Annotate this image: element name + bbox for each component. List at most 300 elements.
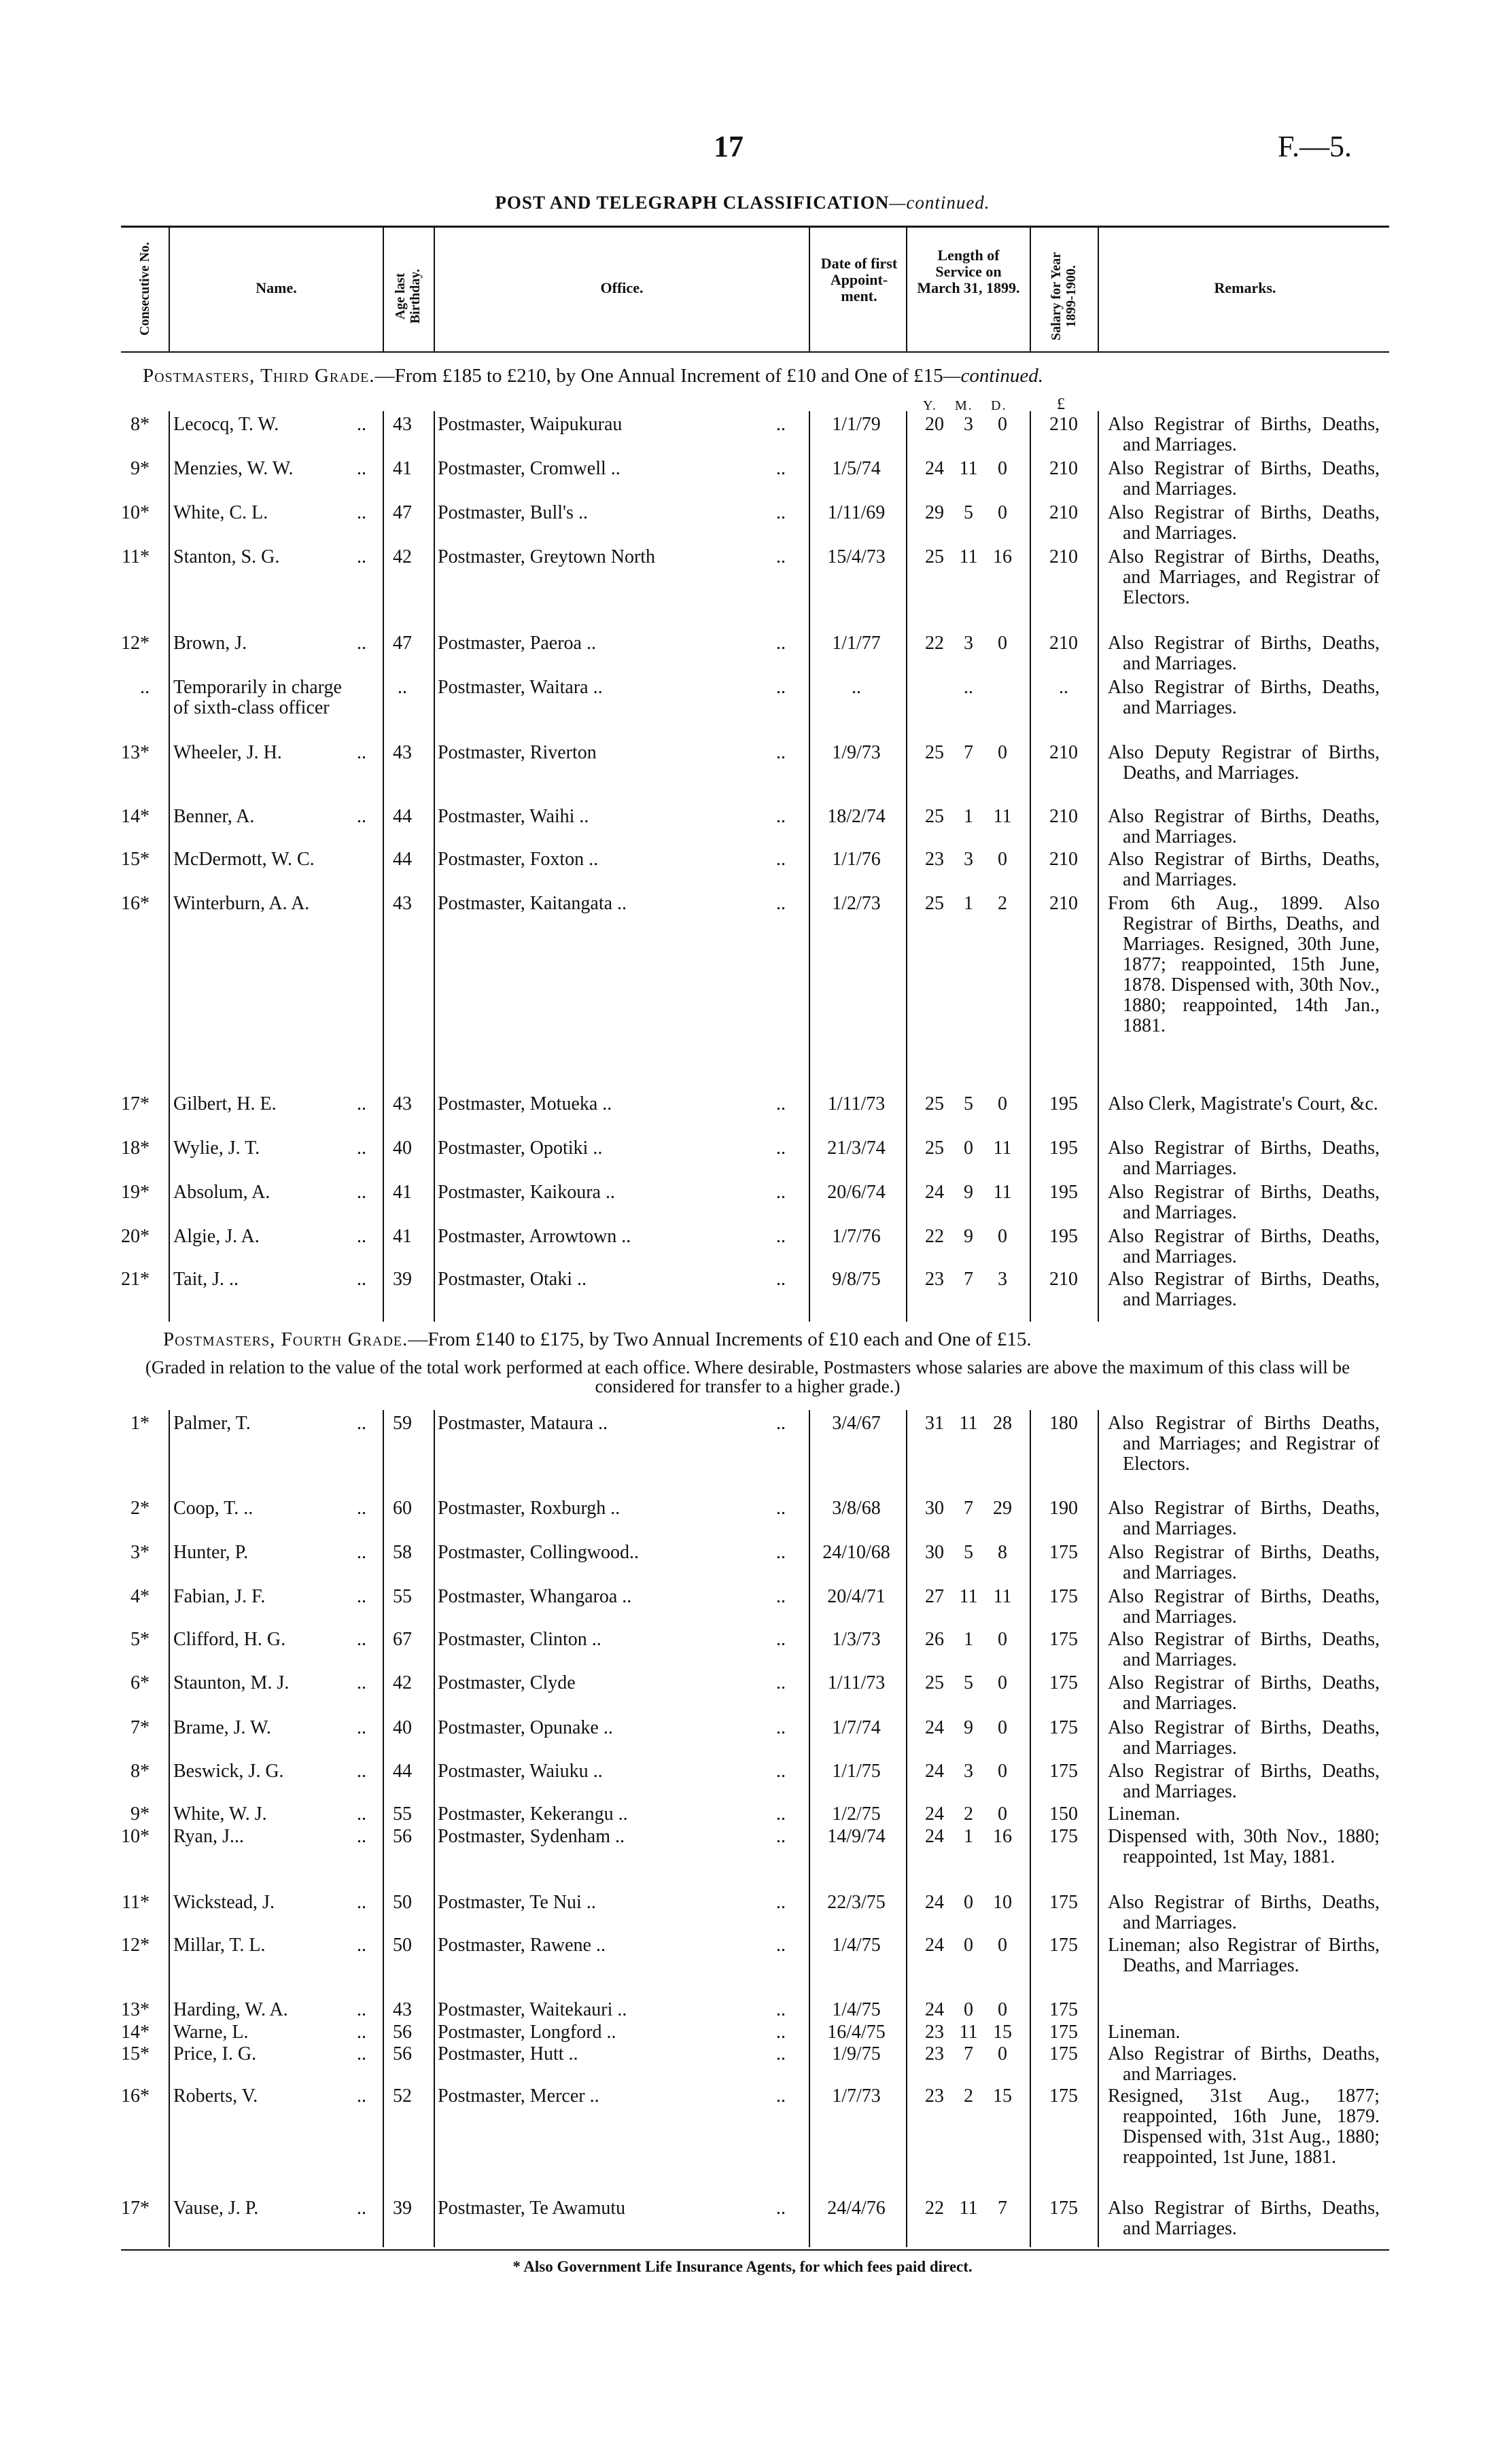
body-col-divider: [809, 411, 810, 1322]
cell-od: ..: [776, 1586, 786, 1607]
cell-d: 0: [998, 849, 1007, 870]
cell-m: 1: [964, 893, 973, 914]
cell-sal: 210: [1049, 849, 1078, 870]
cell-nd: ..: [357, 502, 366, 523]
cell-name: Vause, J. P.: [173, 2198, 259, 2219]
cell-no: 20*: [121, 1226, 150, 1247]
cell-sal: 210: [1049, 893, 1078, 914]
cell-d: 7: [998, 2198, 1007, 2219]
cell-office: Postmaster, Collingwood..: [438, 1542, 639, 1563]
cell-name: Palmer, T.: [173, 1413, 251, 1434]
cell-name: Winterburn, A. A.: [173, 893, 310, 914]
cell-m: 0: [964, 1999, 973, 2020]
cell-od: ..: [776, 1892, 786, 1913]
cell-name: Ryan, J...: [173, 1826, 244, 1847]
footnote: * Also Government Life Insurance Agents, for which fees paid direct.: [512, 2258, 973, 2275]
cell-date: 22/3/75: [827, 1892, 886, 1913]
cell-y: 24: [925, 1892, 944, 1913]
cell-name: Beswick, J. G.: [173, 1761, 284, 1782]
cell-rem: Lineman; also Registrar of Births, Deaths, and Marriages.: [1108, 1935, 1380, 1976]
cell-office: Postmaster, Clinton ..: [438, 1629, 601, 1650]
cell-age: 43: [393, 414, 412, 435]
cell-od: ..: [776, 2022, 786, 2043]
cell-m: 2: [964, 1803, 973, 1825]
cell-y: 24: [925, 1717, 944, 1738]
cell-date: 1/7/76: [832, 1226, 881, 1247]
cell-office: Postmaster, Mataura ..: [438, 1413, 608, 1434]
cell-nd: ..: [357, 1761, 366, 1782]
header-service: Length of Service on March 31, 1899.: [917, 247, 1020, 296]
cell-age: 56: [393, 2022, 412, 2043]
cell-no: 12*: [121, 633, 150, 654]
cell-od: ..: [776, 546, 786, 567]
cell-sal: 175: [1049, 2043, 1078, 2064]
cell-name: White, W. J.: [173, 1803, 267, 1825]
body-col-divider: [383, 411, 384, 1322]
cell-d: 11: [993, 1586, 1012, 1607]
cell-age: 59: [393, 1413, 412, 1434]
cell-age: 50: [393, 1935, 412, 1956]
cell-office: Postmaster, Waitara ..: [438, 677, 603, 698]
cell-name: McDermott, W. C.: [173, 849, 315, 870]
cell-age: 47: [393, 633, 412, 654]
cell-m: 5: [964, 502, 973, 523]
col-divider: [906, 228, 907, 351]
cell-date: 1/11/69: [827, 502, 886, 523]
cell-name: Gilbert, H. E.: [173, 1093, 277, 1114]
cell-office: Postmaster, Roxburgh ..: [438, 1498, 621, 1519]
cell-no: 10*: [121, 1826, 150, 1847]
cell-y: 20: [925, 414, 944, 435]
unit-months: M.: [955, 398, 973, 413]
header-salary: Salary for Year 1899-1900.: [1049, 252, 1079, 340]
cell-od: ..: [776, 2085, 786, 2107]
cell-nd: ..: [357, 1892, 366, 1913]
cell-d: 0: [998, 1093, 1007, 1114]
cell-age: 47: [393, 502, 412, 523]
cell-name: Brown, J.: [173, 633, 247, 654]
cell-rem: Also Clerk, Magistrate's Court, &c.: [1108, 1093, 1378, 1114]
cell-d: 0: [998, 1803, 1007, 1825]
cell-date: 9/8/75: [832, 1269, 881, 1290]
cell-rem: Also Registrar of Births, Deaths, and Marriages.: [1108, 849, 1380, 890]
cell-no: ..: [140, 677, 150, 698]
cell-name: Algie, J. A.: [173, 1226, 260, 1247]
cell-office: Postmaster, Kaitangata ..: [438, 893, 627, 914]
cell-rem: Also Registrar of Births, Deaths, and Marriages.: [1108, 1542, 1380, 1583]
cell-od: ..: [776, 1935, 786, 1956]
cell-m: 2: [964, 2085, 973, 2107]
cell-sal: 210: [1049, 742, 1078, 763]
cell-sal: 175: [1049, 1586, 1078, 1607]
cell-no: 11*: [122, 546, 150, 567]
cell-name: Wheeler, J. H.: [173, 742, 282, 763]
cell-d: 15: [993, 2085, 1012, 2107]
cell-sal: 195: [1049, 1138, 1078, 1159]
cell-office: Postmaster, Paeroa ..: [438, 633, 596, 654]
cell-office: Postmaster, Arrowtown ..: [438, 1226, 631, 1247]
cell-y: 24: [925, 1999, 944, 2020]
cell-date: 24/4/76: [827, 2198, 886, 2219]
cell-office: Postmaster, Kaikoura ..: [438, 1182, 615, 1203]
cell-name: Wickstead, J.: [173, 1892, 275, 1913]
cell-d: 0: [998, 1999, 1007, 2020]
cell-rem: Also Registrar of Births, Deaths, and Marriages.: [1108, 502, 1380, 544]
cell-age: 41: [393, 458, 412, 479]
cell-no: 14*: [121, 806, 150, 827]
header-name: Name.: [256, 279, 297, 296]
cell-sal: 175: [1049, 1892, 1078, 1913]
cell-date: 1/7/73: [832, 2085, 881, 2107]
cell-sal: 175: [1049, 1761, 1078, 1782]
cell-m: ..: [964, 677, 973, 698]
unit-pound: £: [1057, 395, 1066, 413]
cell-nd: ..: [357, 1672, 366, 1693]
cell-y: 23: [925, 1269, 944, 1290]
cell-office: Postmaster, Sydenham ..: [438, 1826, 625, 1847]
cell-d: 0: [998, 1672, 1007, 1693]
cell-office: Postmaster, Rawene ..: [438, 1935, 606, 1956]
cell-no: 10*: [121, 502, 150, 523]
cell-nd: ..: [357, 1413, 366, 1434]
cell-nd: ..: [357, 806, 366, 827]
cell-date: 1/9/73: [832, 742, 881, 763]
cell-age: 44: [393, 849, 412, 870]
cell-name: Fabian, J. F.: [173, 1586, 266, 1607]
cell-no: 9*: [130, 458, 150, 479]
cell-office: Postmaster, Whangaroa ..: [438, 1586, 632, 1607]
cell-no: 17*: [121, 1093, 150, 1114]
cell-m: 11: [959, 2022, 978, 2043]
cell-no: 1*: [130, 1413, 150, 1434]
cell-y: 27: [925, 1586, 944, 1607]
cell-y: 24: [925, 1935, 944, 1956]
cell-y: 22: [925, 2198, 944, 2219]
cell-no: 16*: [121, 2085, 150, 2107]
cell-no: 17*: [121, 2198, 150, 2219]
cell-rem: From 6th Aug., 1899. Also Registrar of Births, Deaths, and Marriages. Resigned, 30th June, 1877; reappointed, 15th June, 1878. Dispensed with, 30th Nov., 1880; reappointed, 14th Jan., 1881.: [1108, 893, 1380, 1036]
cell-no: 6*: [130, 1672, 150, 1693]
col-divider: [1030, 228, 1031, 351]
cell-m: 1: [964, 806, 973, 827]
cell-no: 19*: [121, 1182, 150, 1203]
cell-office: Postmaster, Opotiki ..: [438, 1138, 603, 1159]
cell-nd: ..: [357, 1586, 366, 1607]
cell-rem: Also Registrar of Births, Deaths, and Marriages.: [1108, 1586, 1380, 1627]
cell-m: 9: [964, 1226, 973, 1247]
cell-name: Warne, L.: [173, 2022, 249, 2043]
cell-od: ..: [776, 1498, 786, 1519]
cell-office: Postmaster, Foxton ..: [438, 849, 599, 870]
section-fourth-grade-heading: [163, 1328, 1373, 1351]
cell-od: ..: [776, 1999, 786, 2020]
cell-m: 5: [964, 1093, 973, 1114]
cell-date: 3/4/67: [832, 1413, 881, 1434]
cell-nd: ..: [357, 1717, 366, 1738]
title-continued: —continued.: [889, 192, 990, 213]
cell-sal: 175: [1049, 1717, 1078, 1738]
unit-days: D.: [991, 398, 1007, 413]
cell-od: ..: [776, 1803, 786, 1825]
cell-rem: Also Registrar of Births, Deaths, and Marriages.: [1108, 1717, 1380, 1759]
cell-date: 15/4/73: [827, 546, 886, 567]
cell-m: 11: [959, 2198, 978, 2219]
cell-y: 25: [925, 742, 944, 763]
col-divider: [1098, 228, 1099, 351]
cell-date: 20/6/74: [827, 1182, 886, 1203]
cell-nd: ..: [357, 2022, 366, 2043]
cell-od: ..: [776, 1226, 786, 1247]
cell-no: 15*: [121, 2043, 150, 2064]
document-reference: F.—5.: [1278, 130, 1352, 163]
cell-d: 0: [998, 1761, 1007, 1782]
cell-d: 2: [998, 893, 1007, 914]
cell-name: Price, I. G.: [173, 2043, 257, 2064]
cell-age: ..: [398, 677, 407, 698]
cell-date: 1/1/76: [832, 849, 881, 870]
cell-age: 43: [393, 893, 412, 914]
cell-m: 9: [964, 1182, 973, 1203]
cell-rem: Also Registrar of Births, Deaths, and Marriages.: [1108, 1761, 1380, 1802]
cell-rem: Also Registrar of Births, Deaths, and Marriages.: [1108, 806, 1380, 847]
cell-m: 7: [964, 1269, 973, 1290]
cell-od: ..: [776, 633, 786, 654]
cell-od: ..: [776, 806, 786, 827]
cell-no: 5*: [130, 1629, 150, 1650]
cell-no: 11*: [122, 1892, 150, 1913]
cell-od: ..: [776, 458, 786, 479]
cell-m: 11: [959, 546, 978, 567]
cell-d: 10: [993, 1892, 1012, 1913]
cell-nd: ..: [357, 1542, 366, 1563]
cell-d: 0: [998, 1226, 1007, 1247]
cell-d: 8: [998, 1542, 1007, 1563]
cell-y: 24: [925, 1761, 944, 1782]
cell-od: ..: [776, 677, 786, 698]
cell-y: 24: [925, 1826, 944, 1847]
cell-no: 4*: [130, 1586, 150, 1607]
cell-date: 1/3/73: [832, 1629, 881, 1650]
cell-d: 11: [993, 806, 1012, 827]
header-age: Age last Birthday.: [393, 268, 423, 324]
cell-rem: Also Registrar of Births, Deaths, and Marriages.: [1108, 1226, 1380, 1267]
cell-no: 2*: [130, 1498, 150, 1519]
cell-od: ..: [776, 742, 786, 763]
cell-od: ..: [776, 1672, 786, 1693]
header-top-rule: [121, 226, 1389, 228]
cell-m: 1: [964, 1629, 973, 1650]
header-bottom-rule: [121, 351, 1389, 353]
cell-office: Postmaster, Opunake ..: [438, 1717, 613, 1738]
cell-od: ..: [776, 414, 786, 435]
cell-name: Brame, J. W.: [173, 1717, 271, 1738]
cell-date: 1/1/79: [832, 414, 881, 435]
cell-y: 23: [925, 849, 944, 870]
cell-nd: ..: [357, 1269, 366, 1290]
cell-d: 28: [993, 1413, 1012, 1434]
cell-date: 1/1/77: [832, 633, 881, 654]
body-col-divider: [906, 411, 907, 1322]
cell-m: 5: [964, 1542, 973, 1563]
cell-m: 3: [964, 849, 973, 870]
cell-rem: Also Registrar of Births, Deaths, and Marriages.: [1108, 1182, 1380, 1223]
cell-rem: Also Registrar of Births, Deaths, and Marriages.: [1108, 1138, 1380, 1179]
cell-no: 12*: [121, 1935, 150, 1956]
body-col-divider: [906, 1410, 907, 2247]
cell-office: Postmaster, Mercer ..: [438, 2085, 599, 2107]
cell-name: Clifford, H. G.: [173, 1629, 286, 1650]
cell-age: 43: [393, 742, 412, 763]
body-col-divider: [434, 1410, 435, 2247]
cell-d: 15: [993, 2022, 1012, 2043]
cell-name: Menzies, W. W.: [173, 458, 294, 479]
cell-od: ..: [776, 1138, 786, 1159]
cell-name: Stanton, S. G.: [173, 546, 280, 567]
section-desc: —From £185 to £210, by One Annual Increment of £10 and One of £15: [374, 365, 943, 387]
cell-od: ..: [776, 1269, 786, 1290]
cell-age: 39: [393, 2198, 412, 2219]
cell-rem: Also Registrar of Births, Deaths, and Marriages.: [1108, 1269, 1380, 1310]
cell-sal: 175: [1049, 2022, 1078, 2043]
cell-date: 1/7/74: [832, 1717, 881, 1738]
cell-rem: Lineman.: [1108, 1803, 1181, 1825]
cell-office: Postmaster, Bull's ..: [438, 502, 588, 523]
cell-date: 16/4/75: [827, 2022, 886, 2043]
cell-m: 3: [964, 414, 973, 435]
cell-date: 3/8/68: [832, 1498, 881, 1519]
cell-office: Postmaster, Greytown North: [438, 546, 656, 567]
cell-d: 0: [998, 1629, 1007, 1650]
cell-sal: 210: [1049, 458, 1078, 479]
cell-nd: ..: [357, 1629, 366, 1650]
cell-y: 25: [925, 893, 944, 914]
cell-age: 40: [393, 1717, 412, 1738]
cell-od: ..: [776, 893, 786, 914]
cell-d: 11: [993, 1138, 1012, 1159]
cell-age: 44: [393, 806, 412, 827]
cell-sal: 210: [1049, 502, 1078, 523]
cell-date: 18/2/74: [827, 806, 886, 827]
section-desc: —From £140 to £175, by Two Annual Increments of £10 each and One of £15.: [408, 1328, 1032, 1350]
cell-sal: 175: [1049, 1542, 1078, 1563]
cell-date: 1/11/73: [827, 1672, 886, 1693]
cell-date: 1/2/75: [832, 1803, 881, 1825]
cell-name: Lecocq, T. W.: [173, 414, 279, 435]
body-col-divider: [169, 1410, 170, 2247]
cell-office: Postmaster, Kekerangu ..: [438, 1803, 628, 1825]
cell-age: 56: [393, 1826, 412, 1847]
cell-rem: Also Registrar of Births Deaths, and Marriages; and Registrar of Electors.: [1108, 1413, 1380, 1475]
cell-nd: ..: [357, 2043, 366, 2064]
cell-m: 7: [964, 2043, 973, 2064]
cell-y: 23: [925, 2043, 944, 2064]
cell-sal: 210: [1049, 414, 1078, 435]
cell-nd: ..: [357, 414, 366, 435]
cell-d: 0: [998, 742, 1007, 763]
cell-no: 21*: [121, 1269, 150, 1290]
cell-office: Postmaster, Hutt ..: [438, 2043, 578, 2064]
cell-y: 24: [925, 1803, 944, 1825]
cell-age: 43: [393, 1093, 412, 1114]
cell-sal: 210: [1049, 1269, 1078, 1290]
cell-date: 1/5/74: [832, 458, 881, 479]
cell-m: 11: [959, 1413, 978, 1434]
cell-nd: ..: [357, 633, 366, 654]
cell-y: 23: [925, 2085, 944, 2107]
section-title: Postmasters, Fourth Grade.: [163, 1328, 408, 1350]
cell-od: ..: [776, 1413, 786, 1434]
cell-age: 43: [393, 1999, 412, 2020]
cell-office: Postmaster, Te Awamutu: [438, 2198, 626, 2219]
cell-od: ..: [776, 2198, 786, 2219]
cell-office: Postmaster, Longford ..: [438, 2022, 616, 2043]
cell-name: Hunter, P.: [173, 1542, 249, 1563]
cell-rem: Also Deputy Registrar of Births, Deaths, and Marriages.: [1108, 742, 1380, 784]
body-col-divider: [1098, 411, 1099, 1322]
cell-rem: Also Registrar of Births, Deaths, and Marriages.: [1108, 2043, 1380, 2085]
header-date: Date of first Appoint-ment.: [820, 255, 898, 304]
cell-name: Roberts, V.: [173, 2085, 258, 2107]
cell-name: Staunton, M. J.: [173, 1672, 290, 1693]
cell-nd: ..: [357, 2085, 366, 2107]
cell-age: 55: [393, 1586, 412, 1607]
cell-y: 25: [925, 1138, 944, 1159]
cell-od: ..: [776, 1182, 786, 1203]
cell-rem: Resigned, 31st Aug., 1877; reappointed, 16th June, 1879. Dispensed with, 31st Aug., 1880; reappointed, 1st June, 1881.: [1108, 2085, 1380, 2168]
cell-m: 1: [964, 1826, 973, 1847]
cell-y: 25: [925, 546, 944, 567]
header-remarks: Remarks.: [1214, 279, 1276, 296]
cell-office: Postmaster, Cromwell ..: [438, 458, 621, 479]
cell-date: 1/1/75: [832, 1761, 881, 1782]
cell-y: 25: [925, 1093, 944, 1114]
cell-date: 1/4/75: [832, 1999, 881, 2020]
header-consecutive-no: Consecutive No.: [137, 242, 152, 336]
cell-m: 5: [964, 1672, 973, 1693]
cell-rem: Also Registrar of Births, Deaths, and Marriages.: [1108, 414, 1380, 455]
cell-sal: 195: [1049, 1182, 1078, 1203]
cell-sal: 210: [1049, 633, 1078, 654]
cell-office: Postmaster, Waitekauri ..: [438, 1999, 627, 2020]
cell-nd: ..: [357, 546, 366, 567]
cell-date: 1/9/75: [832, 2043, 881, 2064]
cell-office: Postmaster, Waipukurau: [438, 414, 623, 435]
cell-rem: Also Registrar of Births, Deaths, and Marriages, and Registrar of Electors.: [1108, 546, 1380, 608]
cell-y: 22: [925, 1226, 944, 1247]
cell-age: 42: [393, 546, 412, 567]
cell-nd: ..: [357, 742, 366, 763]
cell-no: 18*: [121, 1138, 150, 1159]
cell-od: ..: [776, 1717, 786, 1738]
unit-years: Y.: [923, 398, 937, 413]
cell-od: ..: [776, 1093, 786, 1114]
cell-age: 42: [393, 1672, 412, 1693]
cell-age: 55: [393, 1803, 412, 1825]
cell-y: 30: [925, 1542, 944, 1563]
cell-office: Postmaster, Te Nui ..: [438, 1892, 596, 1913]
cell-name: Temporarily in charge of sixth-class officer: [173, 677, 342, 718]
cell-no: 13*: [121, 742, 150, 763]
section-third-grade-heading: [143, 365, 1352, 387]
section-note: (Graded in relation to the value of the total work performed at each office. Where desirable, Postmasters whose salaries are above the maximum of this class will be considered for transfer to a higher grade.): [145, 1357, 1350, 1396]
cell-sal: 175: [1049, 2198, 1078, 2219]
section-title: Postmasters, Third Grade.: [143, 365, 375, 387]
cell-od: ..: [776, 849, 786, 870]
cell-no: 8*: [130, 1761, 150, 1782]
cell-nd: ..: [357, 1138, 366, 1159]
cell-age: 40: [393, 1138, 412, 1159]
cell-rem: Also Registrar of Births, Deaths, and Marriages.: [1108, 633, 1380, 674]
